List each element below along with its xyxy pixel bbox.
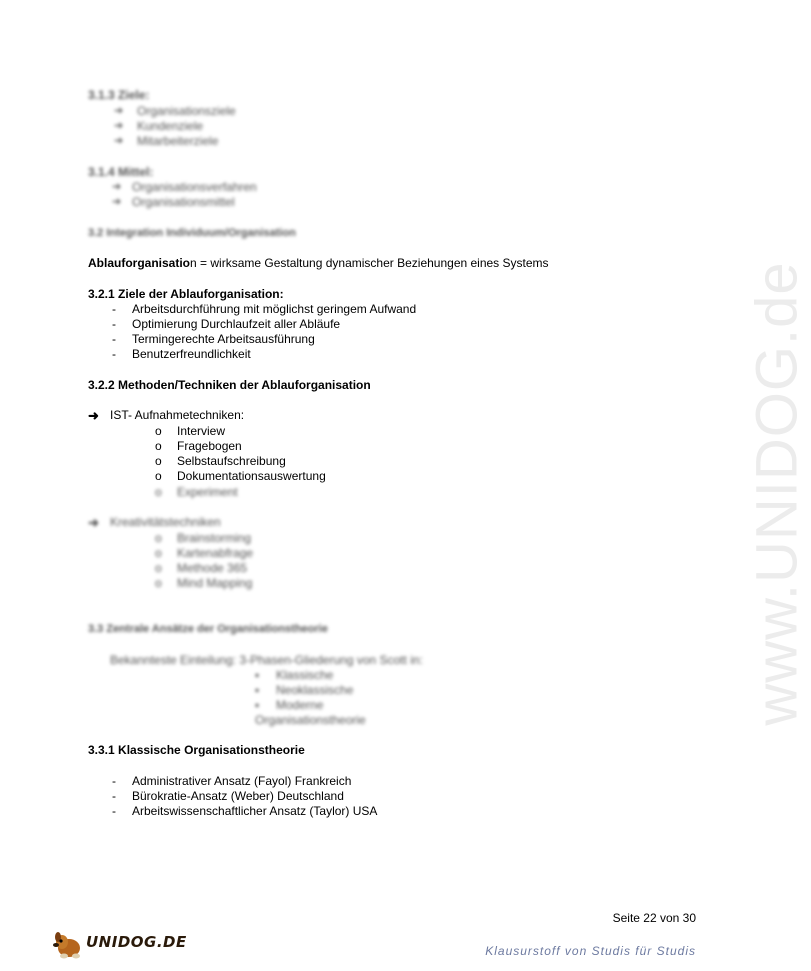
list-item: Organisationsziele (137, 104, 236, 118)
list-item: Experiment (177, 485, 238, 499)
circle-bullet: o (155, 561, 162, 575)
list-item: Kundenziele (137, 119, 204, 133)
logo-text: UNIDOG.DE (86, 933, 187, 951)
section-heading: 3.3 Zentrale Ansätze der Organisationstheorie (88, 623, 328, 635)
circle-bullet: o (155, 485, 162, 499)
square-bullet: ▪ (255, 683, 260, 697)
dash-bullet: - (112, 347, 116, 361)
section-heading: 3.1.3 Ziele: (88, 88, 150, 102)
list-item: Neoklassische (276, 683, 354, 697)
dash-bullet: - (112, 317, 116, 331)
intro-text: Bekannteste Einteilung: 3-Phasen-Gliederung von Scott in: (110, 653, 423, 667)
page-number: Seite 22 von 30 (612, 911, 696, 925)
list-item: Organisationsmittel (132, 195, 235, 209)
circle-bullet: o (155, 546, 162, 560)
circle-bullet: o (155, 424, 162, 438)
list-item: Brainstorming (177, 531, 252, 545)
list-item: Dokumentationsauswertung (177, 469, 326, 483)
definition-line (88, 256, 549, 271)
section-heading-322: 3.2.2 Methoden/Techniken der Ablauforganisation (88, 378, 371, 392)
arrow-icon: ➜ (88, 408, 99, 423)
square-bullet: ▪ (255, 668, 260, 682)
watermark: www.UNIDOG.de (744, 261, 810, 726)
list-item: Termingerechte Arbeitsausführung (132, 332, 315, 346)
arrow-bullet-icon: ➔ (114, 105, 124, 117)
list-item: Methode 365 (177, 561, 248, 575)
arrow-icon: ➜ (88, 515, 99, 530)
definition-text: n = wirksame Gestaltung dynamischer Beziehungen eines Systems (190, 256, 549, 270)
list-item: Mitarbeiterziele (137, 134, 219, 148)
list-item: Moderne (276, 698, 324, 712)
arrow-bullet-icon: ➔ (114, 120, 124, 132)
section-heading-331: 3.3.1 Klassische Organisationstheorie (88, 743, 305, 757)
section-heading: 3.2 Integration Individuum/Organisation (88, 227, 296, 239)
list-item: Optimierung Durchlaufzeit aller Abläufe (132, 317, 341, 331)
unidog-logo (52, 930, 187, 960)
list-item: Organisationsverfahren (132, 180, 257, 194)
circle-bullet: o (155, 454, 162, 468)
dash-bullet: - (112, 332, 116, 346)
list-item: Klassische (276, 668, 334, 682)
dog-icon (52, 930, 88, 960)
circle-bullet: o (155, 531, 162, 545)
circle-bullet: o (155, 576, 162, 590)
arrow-bullet-icon: ➔ (112, 196, 122, 208)
arrow-bullet-icon: ➔ (112, 181, 122, 193)
list-item: Arbeitswissenschaftlicher Ansatz (Taylor) USA (132, 804, 378, 818)
circle-bullet: o (155, 439, 162, 453)
list-item: Interview (177, 424, 226, 438)
definition-term: Ablauforganisatio (88, 256, 191, 270)
dash-bullet: - (112, 804, 116, 818)
footer-tagline: Klausurstoff von Studis für Studis (485, 944, 696, 958)
section-heading: 3.1.4 Mittel: (88, 165, 154, 179)
section-heading-321: 3.2.1 Ziele der Ablauforganisation: (88, 287, 284, 301)
dash-bullet: - (112, 302, 116, 316)
square-bullet: ▪ (255, 698, 260, 712)
list-item: Selbstaufschreibung (177, 454, 286, 468)
list-item: Mind Mapping (177, 576, 253, 590)
list-item: Kartenabfrage (177, 546, 254, 560)
dash-bullet: - (112, 789, 116, 803)
list-item: Arbeitsdurchführung mit möglichst geringem Aufwand (132, 302, 417, 316)
ist-label: IST- Aufnahmetechniken: (110, 408, 245, 422)
arrow-bullet-icon: ➔ (114, 135, 124, 147)
list-item: Bürokratie-Ansatz (Weber) Deutschland (132, 789, 344, 803)
circle-bullet: o (155, 469, 162, 483)
dash-bullet: - (112, 774, 116, 788)
kreativ-label: Kreativitätstechniken (110, 515, 221, 529)
list-item: Benutzerfreundlichkeit (132, 347, 251, 361)
list-item: Fragebogen (177, 439, 242, 453)
list-tail: Organisationstheorie (255, 713, 366, 727)
list-item: Administrativer Ansatz (Fayol) Frankreich (132, 774, 352, 788)
